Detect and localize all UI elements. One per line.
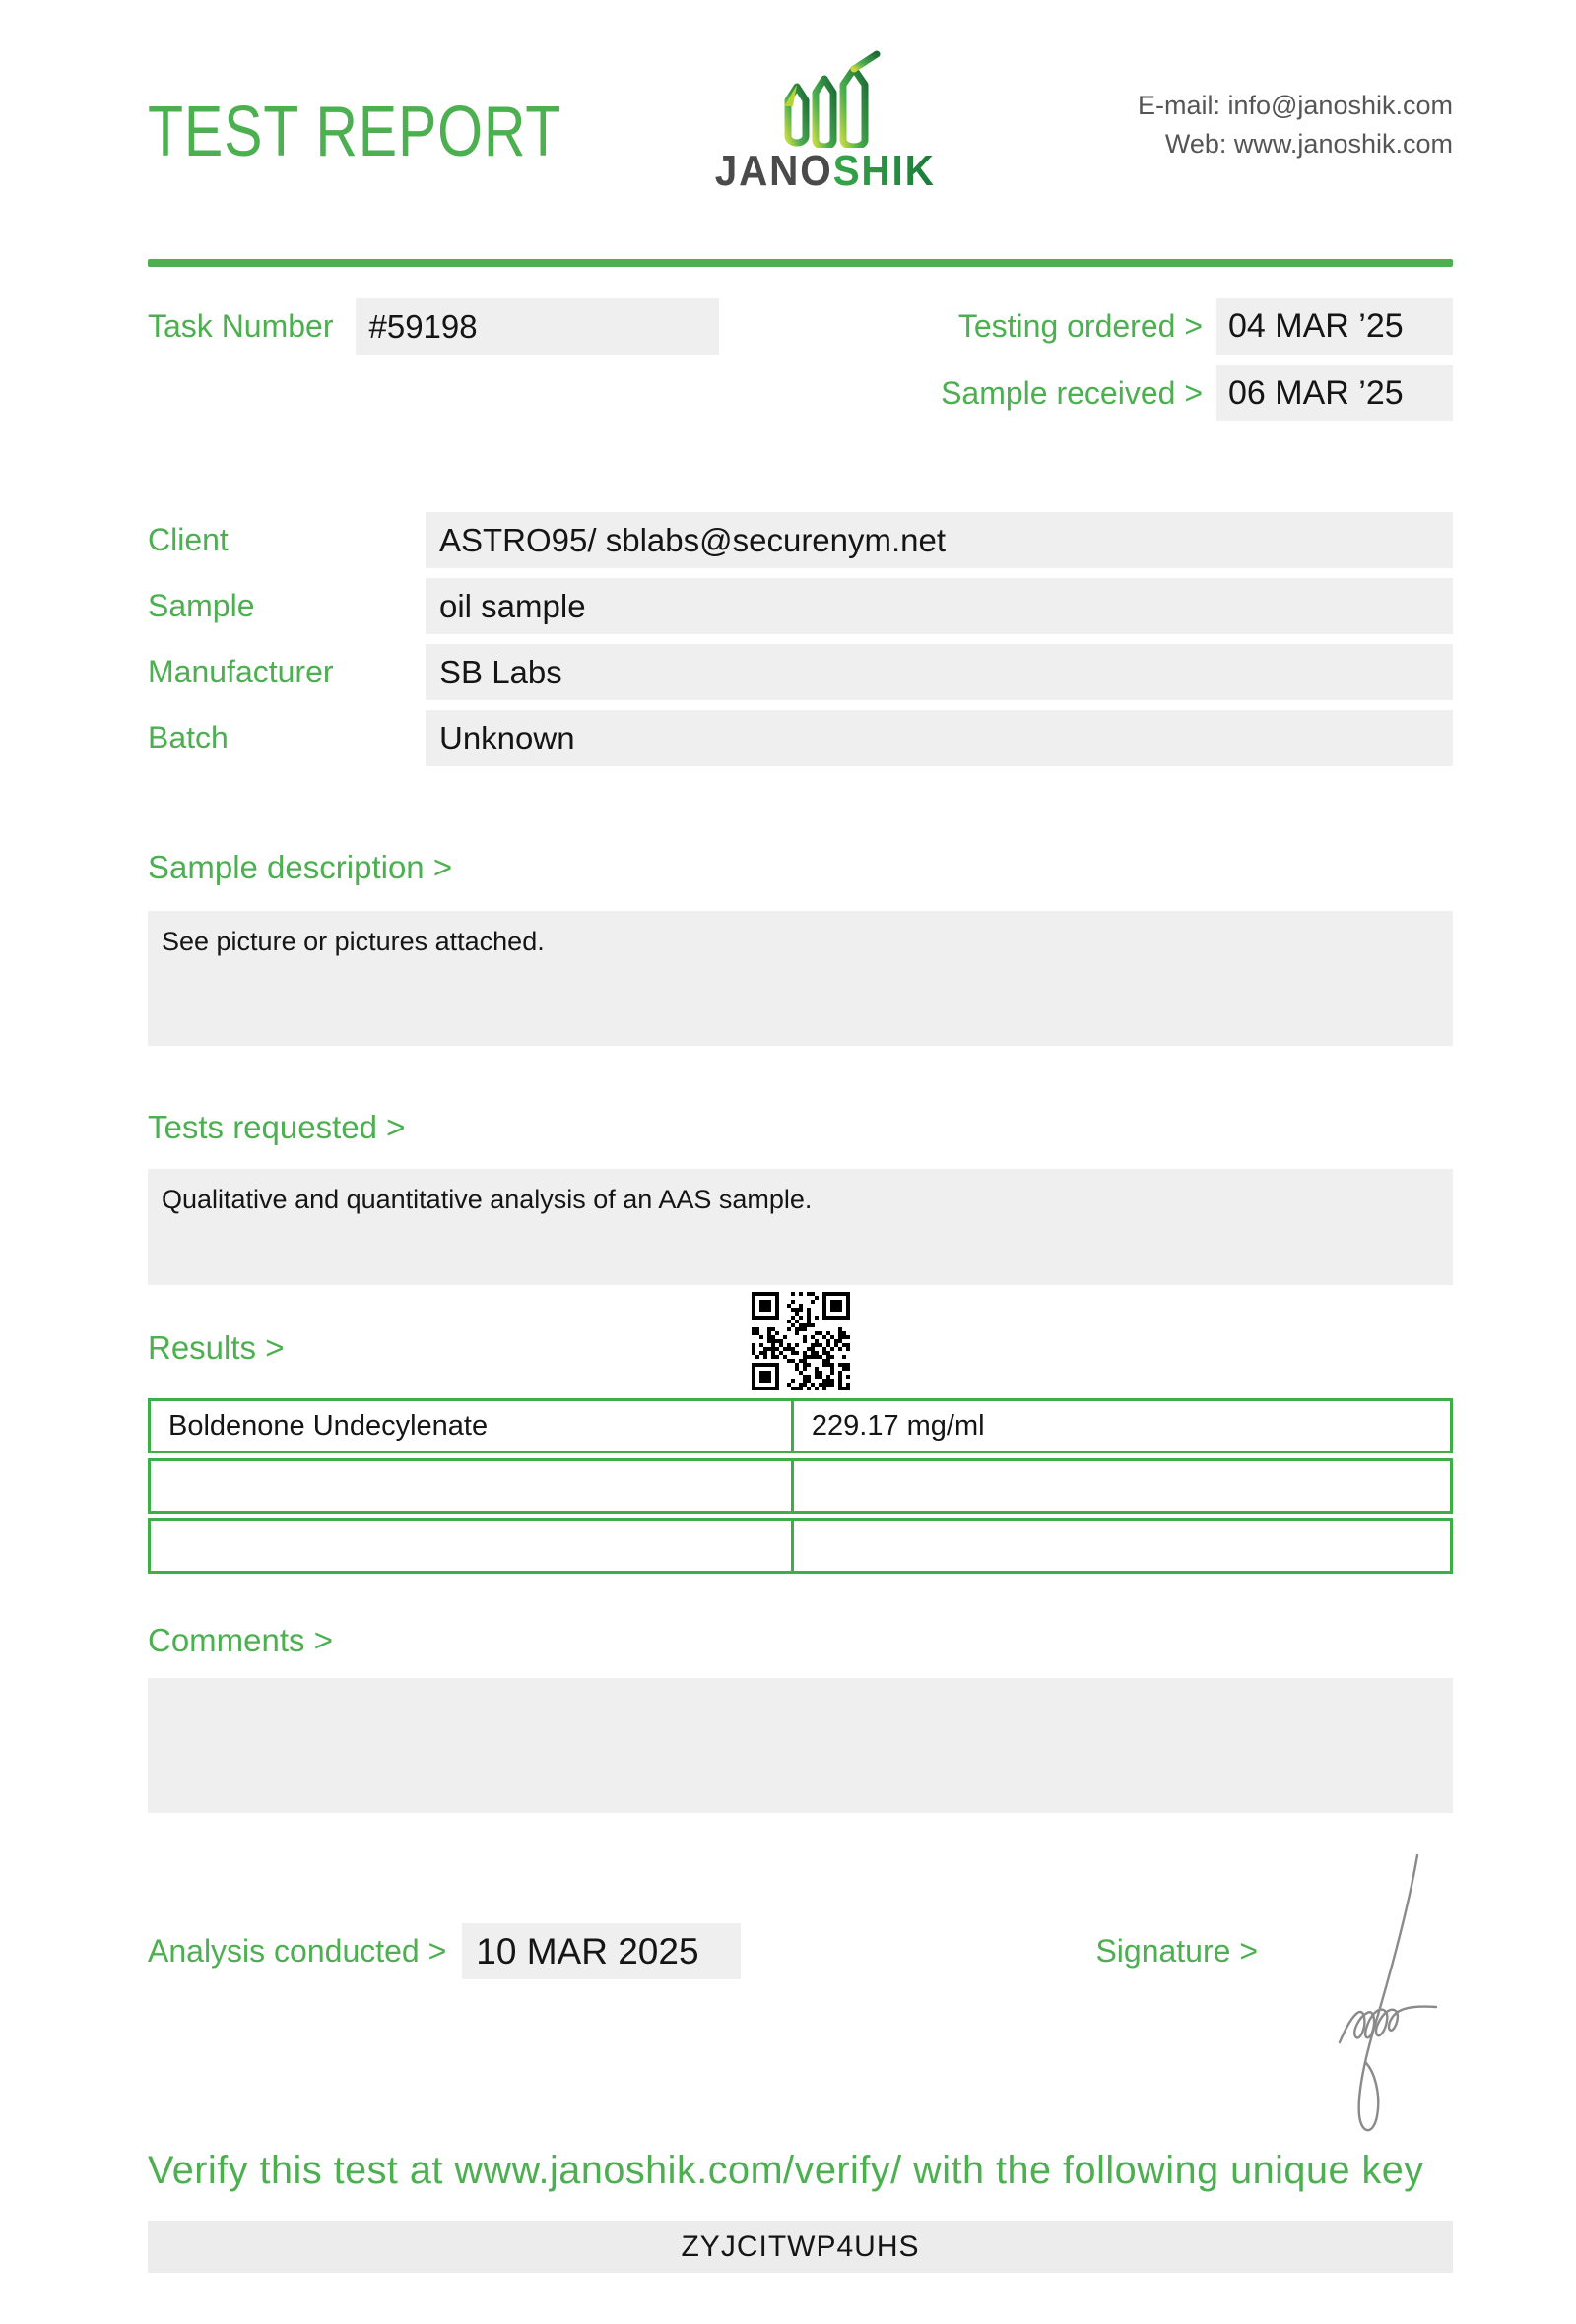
contact-web: Web: www.janoshik.com <box>1164 129 1453 160</box>
result-substance: Boldenone Undecylenate <box>148 1398 794 1453</box>
logo-text-jano: JANO <box>714 147 833 195</box>
info-row-manufacturer <box>148 644 1453 700</box>
task-number-label: Task Number <box>148 308 334 344</box>
sample-label: Sample <box>148 588 255 623</box>
contact-email: E-mail: info@janoshik.com <box>1137 91 1453 120</box>
unique-key-box <box>148 2221 1453 2273</box>
table-row <box>148 1518 1453 1574</box>
contact-block <box>1138 87 1453 163</box>
result-value: 229.17 mg/ml <box>794 1398 1453 1453</box>
result-substance <box>148 1518 794 1574</box>
result-value <box>794 1458 1453 1514</box>
batch-label: Batch <box>148 720 229 755</box>
sample-received-value: 06 MAR ’25 <box>1216 365 1453 421</box>
logo-wordmark <box>714 147 936 195</box>
task-number-group <box>148 298 719 421</box>
comments-heading: Comments > <box>148 1622 333 1658</box>
info-row-client <box>148 512 1453 568</box>
comments-panel <box>148 1678 1453 1813</box>
tests-requested-panel <box>148 1169 1453 1285</box>
qr-code <box>752 1292 850 1390</box>
green-divider <box>148 259 1453 267</box>
analysis-conducted-label: Analysis conducted > <box>148 1933 447 1969</box>
sample-description-heading: Sample description > <box>148 849 453 885</box>
verify-instruction: Verify this test at www.janoshik.com/verify/ with the following unique key <box>148 2149 1424 2192</box>
growth-chart-icon <box>760 49 888 148</box>
result-value <box>794 1518 1453 1574</box>
batch-value: Unknown <box>426 710 1453 766</box>
table-row <box>148 1398 1453 1453</box>
analysis-date: 10 MAR 2025 <box>462 1923 740 1979</box>
report-header <box>148 0 1453 212</box>
manufacturer-value: SB Labs <box>426 644 1453 700</box>
results-header-area <box>148 1285 1453 1393</box>
janoshik-logo <box>662 49 987 193</box>
results-table <box>148 1393 1453 1579</box>
result-substance <box>148 1458 794 1514</box>
tests-requested-heading: Tests requested > <box>148 1109 406 1145</box>
results-heading: Results > <box>148 1329 285 1366</box>
page-title: TEST REPORT <box>148 93 562 171</box>
info-row-sample <box>148 578 1453 634</box>
client-value: ASTRO95/ sblabs@securenym.net <box>426 512 1453 568</box>
sample-info-section <box>148 512 1453 766</box>
task-section <box>148 298 1453 421</box>
info-row-batch <box>148 710 1453 766</box>
unique-key: ZYJCITWP4UHS <box>681 2229 920 2263</box>
sample-value: oil sample <box>426 578 1453 634</box>
table-row <box>148 1458 1453 1514</box>
sample-description-text: See picture or pictures attached. <box>162 927 545 956</box>
logo-text-shik: SHIK <box>832 147 936 195</box>
signature-image <box>1318 1849 1441 2140</box>
signature-label: Signature > <box>1095 1933 1258 1969</box>
testing-ordered-value: 04 MAR ’25 <box>1216 298 1453 355</box>
footer-row <box>148 1923 1453 1979</box>
task-dates-group <box>941 298 1453 421</box>
testing-ordered-row <box>958 298 1453 355</box>
tests-requested-text: Qualitative and quantitative analysis of an AAS sample. <box>162 1185 813 1214</box>
client-label: Client <box>148 522 229 557</box>
sample-received-row <box>941 365 1453 421</box>
sample-received-label: Sample received > <box>941 375 1203 411</box>
manufacturer-label: Manufacturer <box>148 654 334 689</box>
testing-ordered-label: Testing ordered > <box>957 308 1203 344</box>
task-number-value: #59198 <box>356 298 719 355</box>
sample-description-panel <box>148 911 1453 1046</box>
